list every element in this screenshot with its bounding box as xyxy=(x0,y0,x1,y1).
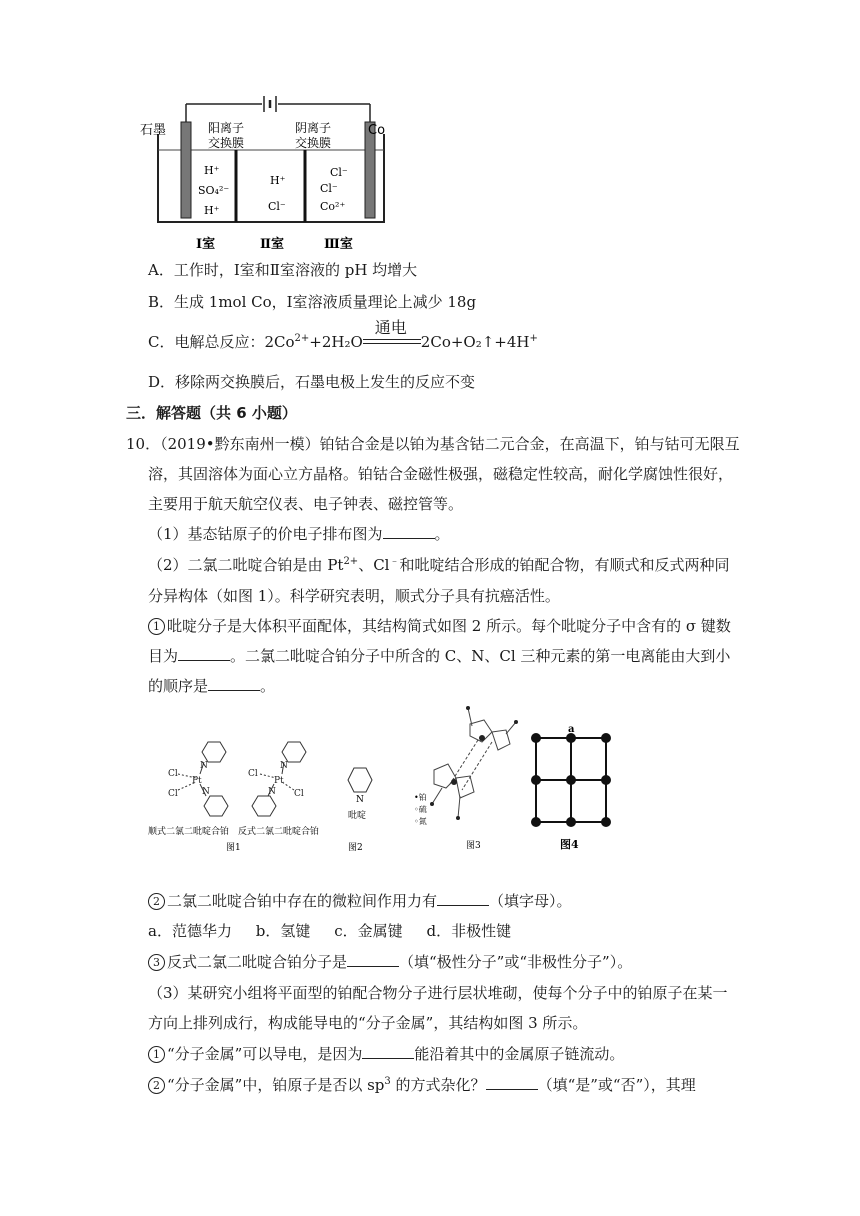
q10-line1: 10．（2019•黔东南州一模）铂钴合金是以铂为基含钴二元合金，在高温下，铂与钴可无限互 xyxy=(126,435,740,453)
fig1-trans-label: 反式二氯二吡啶合铂 xyxy=(238,827,320,837)
q10-part1 xyxy=(148,524,450,544)
room-label-2: Ⅱ室 xyxy=(260,237,284,252)
q10-part3-sub2-a: “分子金属”中，铂原子是否以 sp xyxy=(167,1076,385,1094)
room1-ion-1: H⁺ xyxy=(204,164,220,177)
fig2-n: N xyxy=(356,795,364,805)
reaction-condition-arrow xyxy=(363,318,421,352)
circled-number-1: 1 xyxy=(148,618,165,635)
option-c xyxy=(148,318,538,352)
fig1-trans-cl-1: Cl xyxy=(248,769,258,779)
fig1-cis-cl-1: Cl xyxy=(168,769,178,779)
option-c-mid: +2H₂O xyxy=(309,333,363,351)
option-b: B．生成 1mol Co，Ⅰ室溶液质量理论上减少 18g xyxy=(148,293,477,311)
q10-sub1-line2a: 目为 xyxy=(148,647,179,665)
fig1-caption: 图1 xyxy=(226,843,241,852)
q10-part3-sub1-a: “分子金属”可以导电，是因为 xyxy=(167,1045,363,1063)
q10-part3-sub2-b: 的方式杂化？ xyxy=(390,1076,486,1094)
q10-sub1-line3a: 的顺序是 xyxy=(148,677,209,695)
q10-line2: 溶，其固溶体为面心立方晶格。铂钴合金磁性极强，磁稳定性较高，耐化学腐蚀性很好， xyxy=(148,465,734,483)
q10-part3-sub2-sup: 3 xyxy=(384,1076,391,1087)
q10-sub1-line2 xyxy=(148,646,730,666)
option-c-sup1: 2+ xyxy=(294,333,310,344)
answer-blank[interactable] xyxy=(383,524,435,539)
q10-part3-line2: 方向上排列成行，构成能导电的“分子金属”，其结构如图 3 所示。 xyxy=(148,1014,588,1032)
answer-blank[interactable] xyxy=(208,676,260,691)
fig1-trans-n-2: N xyxy=(268,787,276,797)
q10-sub1-line2b: 。二氯二吡啶合铂分子中所含的 C、N、Cl 三种元素的第一电离能由大到小 xyxy=(230,647,731,665)
fig3-legend-s: ◦硫 xyxy=(414,805,427,814)
room2-ion-2: Cl⁻ xyxy=(268,200,286,213)
q10-sub2-a: 二氯二吡啶合铂中存在的微粒间作用力有 xyxy=(167,892,438,910)
fig1-trans-pt: Pt xyxy=(274,776,284,786)
answer-blank[interactable] xyxy=(178,646,230,661)
option-c-sup2: + xyxy=(529,333,538,344)
fig3-caption: 图3 xyxy=(466,841,481,851)
fig1-cis-pt: Pt xyxy=(192,776,202,786)
q10-sub1-text: 吡啶分子是大体积平面配体，其结构简式如图 2 所示。每个吡啶分子中含有的 σ 键数 xyxy=(167,617,731,635)
room-label-3: Ⅲ室 xyxy=(324,237,353,252)
answer-blank[interactable] xyxy=(437,891,489,906)
fig1-cis-n-1: N xyxy=(200,761,208,771)
q10-part2-sup1: 2+ xyxy=(343,556,359,567)
fig4-caption: 图4 xyxy=(560,838,579,851)
q10-part3-sub2-c: （填“是”或“否”），其理 xyxy=(537,1076,696,1094)
figure-3-molecular-metal xyxy=(412,700,522,852)
q10-part3-sub2 xyxy=(148,1075,696,1095)
anion-membrane-label-1: 阴离子 xyxy=(295,121,332,135)
q10-sub1-line3b: 。 xyxy=(260,677,276,695)
q10-sub2 xyxy=(148,891,572,911)
fig1-cis-label: 顺式二氯二吡啶合铂 xyxy=(148,827,230,837)
q10-sub3-a: 反式二氯二吡啶合铂分子是 xyxy=(167,953,348,971)
fig1-trans-cl-2: Cl xyxy=(294,789,304,799)
fig4-label-a: a xyxy=(568,724,575,735)
answer-blank[interactable] xyxy=(362,1044,414,1059)
cation-membrane-label-1: 阳离子 xyxy=(208,121,245,135)
option-c-prefix: C．电解总反应：2Co xyxy=(148,333,295,351)
room3-ion-2: Cl⁻ xyxy=(320,182,338,195)
q10-part3-sub1 xyxy=(148,1044,624,1064)
q10-part2-c: 和吡啶结合形成的铂配合物，有顺式和反式两种同 xyxy=(399,556,730,574)
room1-ion-3: H⁺ xyxy=(204,204,220,217)
q10-part2-a: （2）二氯二吡啶合铂是由 Pt xyxy=(148,556,344,574)
right-electrode-label: Co xyxy=(368,123,386,138)
fig3-legend-n: ◦氮 xyxy=(414,817,427,826)
q10-line3: 主要用于航天航空仪表、电子钟表、磁控管等。 xyxy=(148,495,464,513)
fig2-caption: 图2 xyxy=(348,843,363,852)
room3-ion-3: Co²⁺ xyxy=(320,200,346,213)
circled-number-1: 1 xyxy=(148,1046,165,1063)
room2-ion-1: H⁺ xyxy=(270,174,286,187)
q10-part2-sup2: ﹣ xyxy=(389,556,400,567)
fig2-label: 吡啶 xyxy=(348,811,367,821)
q10-sub1-line1 xyxy=(148,616,731,636)
q10-choices: a．范德华力 b．氢键 c．金属键 d．非极性键 xyxy=(148,922,512,940)
anion-membrane-label-2: 交换膜 xyxy=(295,136,332,150)
room1-ion-2: SO₄²⁻ xyxy=(198,184,230,197)
room-label-1: Ⅰ室 xyxy=(196,237,216,252)
reaction-condition: 通电 xyxy=(374,318,407,337)
cation-membrane-label-2: 交换膜 xyxy=(208,136,245,150)
q10-part1-text: （1）基态钴原子的价电子排布图为 xyxy=(148,525,383,543)
q10-sub3-b: （填“极性分子”或“非极性分子”）。 xyxy=(399,953,633,971)
left-electrode-label: 石墨 xyxy=(140,123,167,138)
figure-2-pyridine xyxy=(342,760,378,852)
q10-part3-sub1-b: 能沿着其中的金属原子链流动。 xyxy=(414,1045,625,1063)
q10-sub3 xyxy=(148,952,632,972)
electrolysis-cell-figure xyxy=(140,92,400,262)
figure-4-lattice xyxy=(526,724,618,852)
option-d: D．移除两交换膜后，石墨电极上发生的反应不变 xyxy=(148,373,476,391)
option-a: A．工作时，Ⅰ室和Ⅱ室溶液的 pH 均增大 xyxy=(148,261,418,279)
answer-blank[interactable] xyxy=(486,1075,538,1090)
fig3-legend-pt: •铂 xyxy=(414,793,427,802)
q10-part2-line1 xyxy=(148,555,729,575)
fig1-trans-n-1: N xyxy=(280,761,288,771)
answer-blank[interactable] xyxy=(347,952,399,967)
circled-number-2: 2 xyxy=(148,1077,165,1094)
q10-part3-line1: （3）某研究小组将平面型的铂配合物分子进行层状堆砌，使每个分子中的铂原子在某一 xyxy=(148,984,728,1002)
q10-part1-end: 。 xyxy=(434,525,450,543)
q10-part2-b: 、Cl xyxy=(358,556,390,574)
q10-part2-line2: 分异构体（如图 1）。科学研究表明，顺式分子具有抗癌活性。 xyxy=(148,587,560,605)
figure-1-isomers xyxy=(148,734,328,852)
room3-ion-1: Cl⁻ xyxy=(330,166,348,179)
q10-sub1-line3 xyxy=(148,676,275,696)
fig1-cis-n-2: N xyxy=(202,787,210,797)
option-c-suffix: 2Co+O₂↑+4H xyxy=(420,333,530,351)
fig1-cis-cl-2: Cl xyxy=(168,789,178,799)
q10-sub2-b: （填字母）。 xyxy=(489,892,572,910)
circled-number-3: 3 xyxy=(148,954,165,971)
circled-number-2: 2 xyxy=(148,893,165,910)
section-title: 三．解答题（共 6 小题） xyxy=(126,404,297,422)
